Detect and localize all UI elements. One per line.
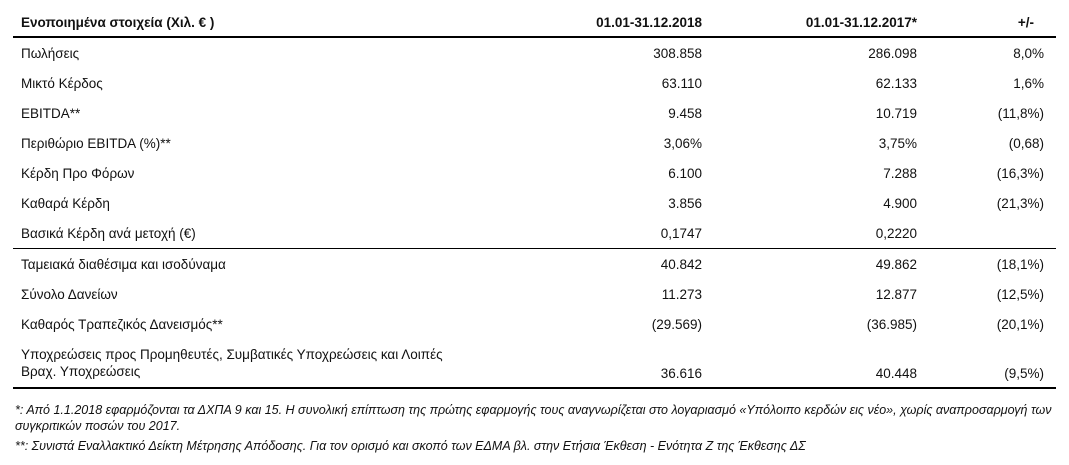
footnote-ifrs: *: Από 1.1.2018 εφαρμόζονται τα ΔΧΠΑ 9 και 15. Η συνολική επίπτωση της πρώτης εφαρμογής τους αναγνωρίζεται στο λογαριασμό «Υπόλοιπο κερδών εις νέο», χωρίς αναπροσαρμογή των συγκριτικών ποσών του 2017. — [15, 403, 1052, 433]
value-2018: 308.858 — [653, 45, 702, 61]
header-2018: 01.01-31.12.2018 — [483, 8, 708, 37]
header-2017: 01.01-31.12.2017* — [708, 8, 923, 37]
value-change: (18,1%) — [996, 256, 1044, 272]
value-2017: 49.862 — [875, 256, 917, 272]
table-row — [13, 98, 1056, 128]
header-change: +/- — [923, 8, 1056, 37]
value-2017: 0,2220 — [708, 218, 923, 249]
table-row — [13, 279, 1056, 309]
table-row — [13, 339, 1056, 388]
table-row — [13, 68, 1056, 98]
value-2018: 9.458 — [668, 105, 702, 121]
value-2017: 62.133 — [875, 75, 917, 91]
row-label: Καθαρά Κέρδη — [21, 195, 110, 211]
footnote-apm: **: Συνιστά Εναλλακτικό Δείκτη Μέτρησης Απόδοσης. Για τον ορισμό και σκοπό των ΕΔΜΑ βλ. στην Ετήσια Έκθεση - Ενότητα Ζ της Έκθεσης ΔΣ — [15, 439, 806, 453]
value-2018: 3.856 — [668, 195, 702, 211]
row-label: EBITDA** — [21, 105, 81, 121]
value-change: (20,1%) — [996, 316, 1044, 332]
value-2018: 3,06% — [663, 135, 702, 151]
value-change: (12,5%) — [996, 286, 1044, 302]
financial-summary-table — [13, 8, 1056, 389]
value-change: 1,6% — [1013, 75, 1044, 91]
value-2017: (36.985) — [866, 316, 917, 332]
row-label: Μικτό Κέρδος — [21, 75, 103, 91]
value-2018: 6.100 — [668, 165, 702, 181]
value-change: (9,5%) — [923, 339, 1056, 388]
value-change — [923, 218, 1056, 249]
header-label: Ενοποιημένα στοιχεία (Χιλ. € ) — [13, 8, 483, 37]
row-label: Υποχρεώσεις προς Προμηθευτές, Συμβατικές Υποχρεώσεις και Λοιπές Βραχ. Υποχρεώσεις — [13, 339, 483, 388]
value-2017: 12.877 — [875, 286, 917, 302]
value-2018: 63.110 — [661, 75, 702, 91]
value-2018: 11.273 — [661, 286, 702, 302]
table-row — [13, 249, 1056, 280]
table-row — [13, 37, 1056, 68]
row-label: Σύνολο Δανείων — [21, 286, 118, 302]
table-row — [13, 309, 1056, 339]
row-label: Πωλήσεις — [21, 45, 80, 61]
table-header-row — [13, 8, 1056, 37]
row-label: Καθαρός Τραπεζικός Δανεισμός** — [21, 316, 223, 332]
row-label: Περιθώριο EBITDA (%)** — [21, 135, 171, 151]
table-row — [13, 188, 1056, 218]
value-2018: 0,1747 — [483, 218, 708, 249]
value-2017: 7.288 — [883, 165, 917, 181]
row-label: Ταμειακά διαθέσιμα και ισοδύναμα — [21, 256, 226, 272]
value-2017: 40.448 — [708, 339, 923, 388]
value-change: (16,3%) — [996, 165, 1044, 181]
row-label: Βασικά Κέρδη ανά μετοχή (€) — [13, 218, 483, 249]
value-2017: 286.098 — [868, 45, 917, 61]
row-label: Κέρδη Προ Φόρων — [21, 165, 135, 181]
value-2018: 36.616 — [483, 339, 708, 388]
table-row — [13, 128, 1056, 158]
value-2018: (29.569) — [651, 316, 702, 332]
value-2018: 40.842 — [660, 256, 702, 272]
value-2017: 4.900 — [883, 195, 917, 211]
value-change: (11,8%) — [997, 105, 1044, 121]
footnotes — [15, 402, 1055, 458]
table-row — [13, 158, 1056, 188]
value-2017: 3,75% — [878, 135, 917, 151]
value-change: 8,0% — [1013, 45, 1044, 61]
value-change: (0,68) — [1008, 135, 1044, 151]
value-change: (21,3%) — [996, 195, 1044, 211]
value-2017: 10.719 — [875, 105, 917, 121]
table-row — [13, 218, 1056, 249]
